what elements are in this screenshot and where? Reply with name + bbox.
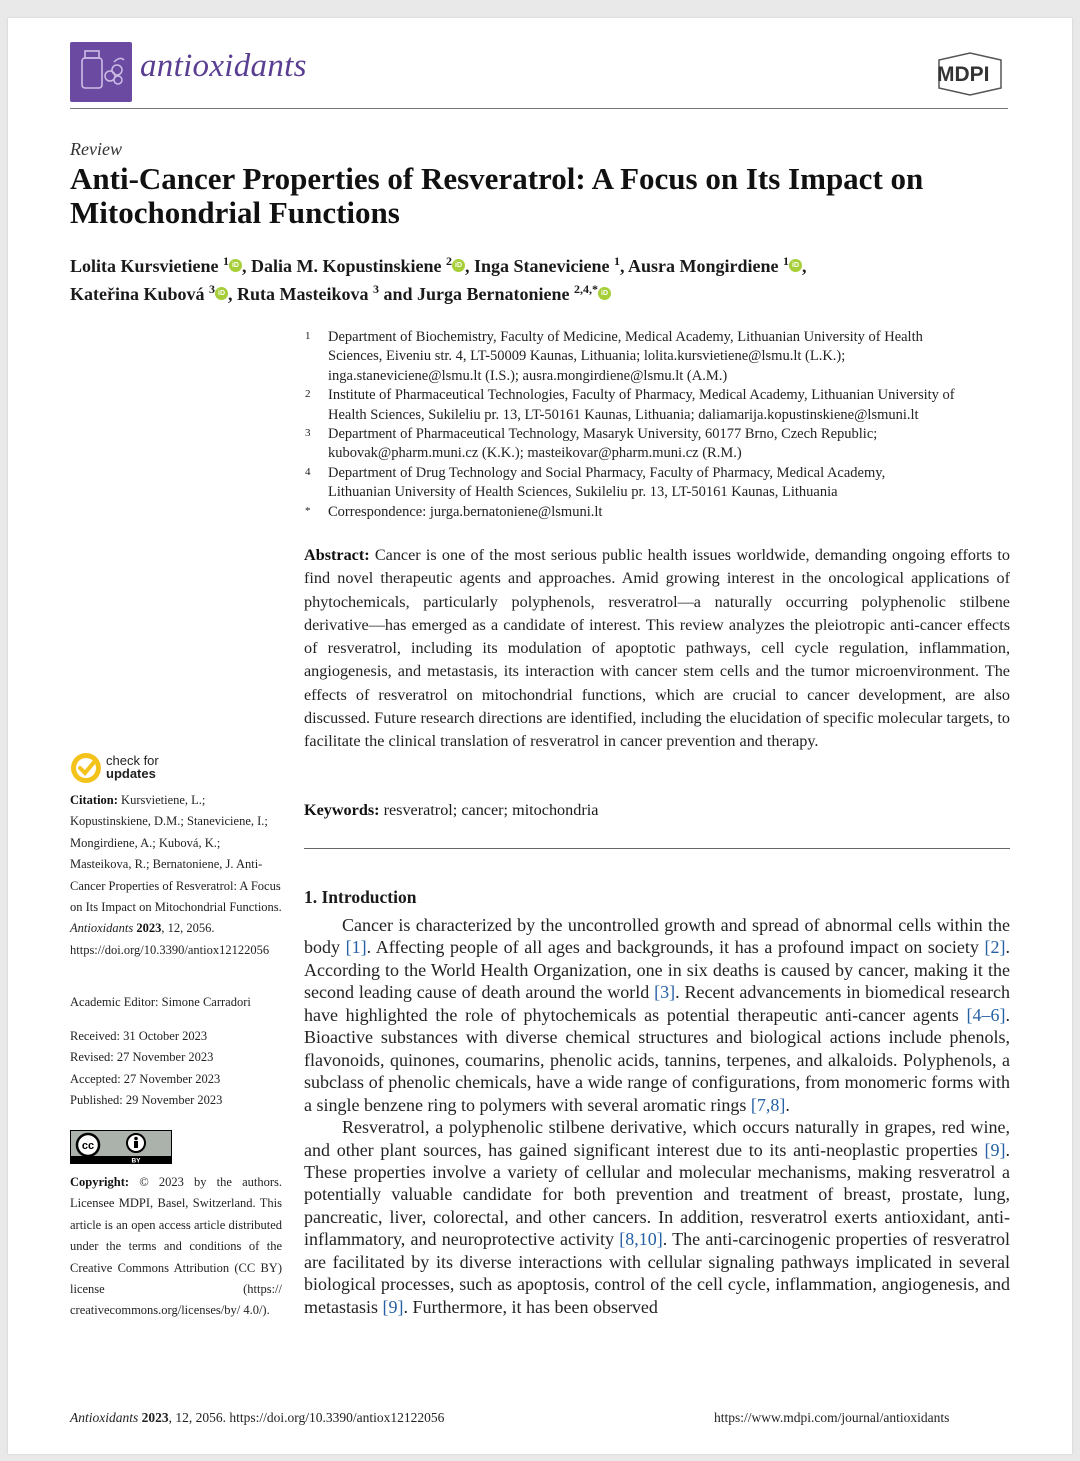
abstract-divider — [304, 848, 1010, 849]
author-separator: , — [228, 284, 238, 304]
author-name: Dalia M. Kopustinskiene — [250, 256, 447, 276]
orcid-icon[interactable]: iD — [452, 259, 465, 272]
section-heading: 1. Introduction — [304, 887, 417, 907]
keywords-label: Keywords: — [304, 801, 380, 819]
body-paragraph — [304, 1116, 1010, 1318]
citation-link[interactable]: [8,10] — [619, 1229, 663, 1250]
author-name: Lolita Kursvietiene — [70, 256, 223, 276]
footer-journal-url[interactable]: https://www.mdpi.com/journal/antioxidants — [714, 1410, 950, 1425]
author-name: Jurga Bernatoniene — [417, 284, 575, 304]
affiliation-text — [328, 386, 1018, 425]
paragraph-text: . Furthermore, it has been observed — [403, 1296, 658, 1317]
affiliation-text — [328, 503, 1018, 522]
author-affiliation-sup: 1 — [614, 254, 621, 268]
orcid-icon[interactable]: iD — [229, 259, 242, 272]
footer-doi[interactable]: , 12, 2056. https://doi.org/10.3390/antiox12122056 — [168, 1410, 445, 1425]
affiliation-line: Health Sciences, Sukileliu pr. 13, LT-50161 Kaunas, Lithuania; daliamarija.kopustinskiene@lsmuni.lt — [328, 406, 919, 423]
body-paragraph — [304, 914, 1010, 1116]
cc-by-license-badge[interactable] — [70, 1130, 172, 1164]
paragraph-text: . Bioactive substances with diverse chemical structures and biological actions include phenols, flavonoids, quinones, coumarins, phenolic acids, tannins, terpenes, and alkaloids. Polyphenols, a subclass of phenolic chemicals, have a wide range of configurations, from monomeric forms with a single benzene ring to polymers with several aromatic rings — [304, 1004, 1010, 1115]
paper-page — [8, 18, 1072, 1454]
affiliation-line: Lithuanian University of Health Sciences, Sukileliu pr. 13, LT-50161 Kaunas, Lithuania — [328, 484, 838, 501]
academic-editor: Academic Editor: Simone Carradori — [70, 995, 251, 1009]
copyright-block — [70, 1172, 282, 1322]
paragraph-text: Cancer is characterized by the uncontrolled growth and spread of abnormal cells within the body — [304, 915, 1010, 958]
affiliation-number: 3 — [305, 427, 311, 439]
affiliation-line: Institute of Pharmaceutical Technologies, Faculty of Pharmacy, Medical Academy, Lithuanian University of — [328, 387, 955, 404]
abstract-text: Cancer is one of the most serious public health issues worldwide, demanding ongoing efforts to find novel therapeutic agents and approaches. Amid growing interest in the oncological applications of phytochemicals, particularly polyphenols, resveratrol—a naturally occurring polyphenolic stilbene derivative—has emerged as a candidate of interest. This review analyzes the pleiotropic anti-cancer effects of resveratrol, including its modulation of apoptotic pathways, cell cycle regulation, inflammation, angiogenesis, and metastasis, its interaction with cancer stem cells and the tumor microenvironment. The effects of resveratrol on mitochondrial functions, which are crucial to cancer development, are also discussed. Future research directions are identified, including the elucidation of specific molecular targets, to facilitate the clinical translation of resveratrol in cancer prevention and therapy. — [304, 546, 1010, 751]
copyright-label: Copyright: — [70, 1175, 130, 1189]
citation-link[interactable]: [9] — [382, 1296, 404, 1317]
citation-year: 2023 — [136, 921, 162, 936]
abstract — [304, 544, 1010, 754]
bottle-berries-icon — [70, 42, 132, 102]
journal-name: antioxidants — [140, 48, 307, 84]
cc-by-label: BY — [131, 1157, 141, 1164]
affiliation-text — [328, 464, 1018, 503]
author-separator: , — [802, 256, 807, 276]
citation-journal: Antioxidants — [70, 921, 134, 936]
paragraph-text: . Recent advancements in biomedical research have highlighted the role of phytochemicals as potential therapeutic anti-cancer agents — [304, 982, 1010, 1025]
author-name: Ausra Mongirdiene — [628, 256, 784, 276]
published-date: Published: 29 November 2023 — [70, 1093, 223, 1108]
citation-link[interactable]: [1] — [345, 937, 367, 958]
paragraph-text: . The anti-carcinogenic properties of resveratrol are facilitated by its diverse interactions with cellular signaling pathways implicated in several biological processes, such as apoptosis, control of the cell cycle, inflammation, angiogenesis, and metastasis — [304, 1229, 1010, 1317]
keywords-text: resveratrol; cancer; mitochondria — [383, 801, 599, 819]
affiliation-line: inga.staneviciene@lsmu.lt (I.S.); ausra.mongirdiene@lsmu.lt (A.M.) — [328, 367, 728, 384]
author-separator: and — [379, 284, 418, 304]
affiliation-line: Correspondence: jurga.bernatoniene@lsmuni.lt — [328, 503, 603, 520]
copyright-text: © 2023 by the authors. Licensee MDPI, Basel, Switzerland. This article is an open access article distributed under the terms and conditions of the Creative Commons Attribution (CC BY) license (https:// creativecommons.org/licenses/by/ 4.0/). — [70, 1175, 282, 1318]
affiliation-line: Sciences, Eiveniu str. 4, LT-50009 Kaunas, Lithuania; lolita.kursvietiene@lsmu.lt (L.K.); — [328, 348, 846, 365]
paragraph-text: . Affecting people of all ages and backgrounds, it has a profound impact on society — [366, 937, 985, 958]
updates-line: updates — [106, 766, 156, 781]
received-date: Received: 31 October 2023 — [70, 1029, 208, 1043]
journal-logo — [70, 42, 132, 102]
check-for-updates-icon[interactable] — [70, 752, 102, 784]
citation-block — [70, 790, 282, 961]
author-separator: , — [241, 256, 251, 276]
affiliation-number: * — [305, 504, 311, 517]
orcid-icon[interactable]: iD — [215, 287, 228, 300]
author-name: Ruta Masteikova — [237, 284, 374, 304]
revised-date: Revised: 27 November 2023 — [70, 1050, 214, 1065]
article-title: Anti-Cancer Properties of Resveratrol: A Focus on Its Impact on Mitochondrial Functions — [70, 161, 924, 230]
citation-link[interactable]: [2] — [984, 937, 1006, 958]
citation-link[interactable]: [9] — [984, 1139, 1006, 1160]
citation-link[interactable]: [4–6] — [966, 1004, 1006, 1025]
citation-doi[interactable]: , 12, 2056. https://doi.org/10.3390/antiox12122056 — [70, 921, 270, 957]
affiliation-number: 4 — [305, 465, 311, 478]
affiliation-line: kubovak@pharm.muni.cz (K.K.); masteikovar@pharm.muni.cz (R.M.) — [328, 445, 742, 462]
author-affiliation-sup: 3 — [209, 282, 216, 296]
author-list — [70, 250, 1020, 306]
header-divider — [70, 108, 1008, 109]
citation-text: Kursvietiene, L.; Kopustinskiene, D.M.; Staneviciene, I.; Mongirdiene, A.; Kubová, K.; Masteikova, R.; Bernatoniene, J. Anti-Cancer Properties of Resveratrol: A Focus on Its Impact on Mitochondrial Functions. — [70, 793, 282, 915]
accepted-date: Accepted: 27 November 2023 — [70, 1071, 221, 1086]
svg-text:cc: cc — [81, 1140, 95, 1152]
author-name: Kateřina Kubová — [70, 284, 210, 304]
author-affiliation-sup: 2 — [446, 254, 453, 268]
author-affiliation-sup: 3 — [373, 282, 380, 296]
author-affiliation-sup: 1 — [222, 254, 229, 268]
dates-block — [70, 1026, 282, 1112]
abstract-label: Abstract: — [304, 546, 370, 564]
citation-link[interactable]: [7,8] — [750, 1094, 786, 1115]
citation-link[interactable]: [3] — [654, 982, 676, 1003]
affiliation-line: Department of Drug Technology and Social Pharmacy, Faculty of Pharmacy, Medical Academy, — [328, 464, 886, 481]
paragraph-text: . These properties involve a variety of cellular and molecular mechanisms, making resveratrol a potentially valuable candidate for both prevention and treatment of breast, prostate, lung, pancreatic, liver, colorectal, and other cancers. In addition, resveratrol exerts antioxidant, anti-inflammatory, and neuroprotective activity — [304, 1139, 1010, 1250]
mdpi-logo: MDPI — [937, 63, 990, 86]
article-type: Review — [70, 139, 122, 159]
affiliation-text — [328, 328, 1018, 386]
check-for-updates[interactable] — [106, 754, 159, 780]
paragraph-text: . According to the World Health Organization, one in six deaths is caused by cancer, making it the second leading cause of death around the world — [304, 937, 1010, 1003]
author-separator: , — [620, 256, 629, 276]
author-name: Inga Staneviciene — [474, 256, 615, 276]
affiliation-number: 2 — [305, 388, 311, 401]
affiliation-number: 1 — [305, 330, 311, 342]
orcid-icon[interactable]: iD — [789, 259, 802, 272]
affiliation-line: Department of Pharmaceutical Technology, Masaryk University, 60177 Brno, Czech Republic; — [328, 426, 878, 442]
paragraph-text: Resveratrol, a polyphenolic stilbene derivative, which occurs naturally in grapes, red wine, and other plant sources, has gained significant interest due to its anti-neoplastic properties — [304, 1117, 1010, 1160]
footer-citation — [70, 1410, 444, 1426]
author-affiliation-sup: 2,4,* — [574, 282, 599, 296]
affiliation-text — [328, 425, 1018, 464]
footer-journal: Antioxidants — [70, 1410, 139, 1425]
paragraph-text: . — [785, 1094, 790, 1115]
author-affiliation-sup: 1 — [783, 254, 790, 268]
affiliation-line: Department of Biochemistry, Faculty of Medicine, Medical Academy, Lithuanian University of Health — [328, 329, 923, 345]
keywords — [304, 799, 1010, 821]
body-text — [304, 914, 1010, 1318]
author-separator: , — [465, 256, 475, 276]
check-line: check for — [106, 753, 159, 768]
orcid-icon[interactable]: iD — [598, 287, 611, 300]
citation-label: Citation: — [70, 793, 118, 807]
footer-year: 2023 — [141, 1410, 169, 1425]
